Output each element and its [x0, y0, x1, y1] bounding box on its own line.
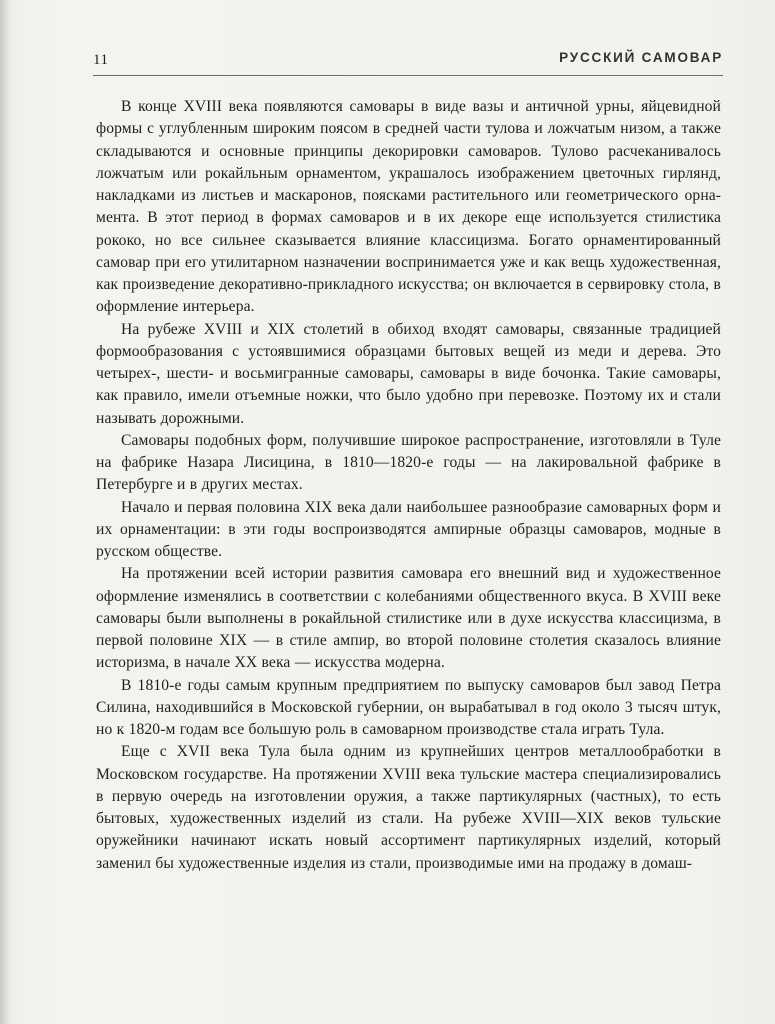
paragraph-7: Еще с XVII века Тула была одним из крупнейших центров металлообработки в Московском государстве. На протяжении XVIII века тульские мастера специализировались в первую очередь на изготовлении оружия, а также партикулярных (частных), то есть бытовых, художественных изделий из стали. На рубеже XVIII—XIX веков тульские оружейники начинают искать новый ассортимент партикулярных изделий, который заменил бы художественные изделия из стали, производимые ими на продажу в домаш- — [96, 743, 721, 872]
page-spine-shadow — [0, 0, 10, 1024]
body-text — [96, 96, 721, 875]
paragraph-3: Самовары подобных форм, получившие широкое распространение, изготовляли в Туле на фабрике Назара Лисицина, в 1810—1820-е годы — на лакировальной фабрике в Петербурге и в других местах. — [96, 431, 721, 494]
running-title: РУССКИЙ САМОВАР — [559, 50, 723, 65]
paragraph-1: В конце XVIII века появляются самовары в виде вазы и античной урны, яйцевидной формы с углубленным широким поясом в средней части тулова и ложчатым низом, а также складываются и основные принципы декорировки самоваров. Тулово расчеканивалось ложчатым или рокайльным орнаментом, украшалось изображением цветочных гирлянд, накладками из листьев и маскаронов, поясками растительного или геометрического орнамента. В этот период в формах самоваров и в их декоре еще используется стилистика рококо, но все сильнее сказывается влияние классицизма. Богато орнаментированный самовар при его утилитарном назначении воспринимается уже и как вещь художественная, как произведение декоративно-прикладного искусства; он включается в сервировку стола, в оформление интерьера. — [96, 98, 721, 316]
page-number: 11 — [93, 52, 109, 68]
paragraph-2: На рубеже XVIII и XIX столетий в обиход входят самовары, связанные традицией формообразования с устоявшимися образцами бытовых вещей из меди и дерева. Это четырех-, шести- и восьмигранные самовары, самовары в виде бочонка. Такие самовары, как правило, имели отъемные ножки, что было удобно при перевозке. Поэтому их и стали называть дорожными. — [96, 320, 721, 427]
paragraph-6: В 1810-е годы самым крупным предприятием по выпуску самоваров был завод Петра Силина, находившийся в Московской губернии, он вырабатывал в год около 3 тысяч штук, но к 1820-м годам все большую роль в самоварном производстве стала играть Тула. — [96, 676, 721, 738]
paragraph-4: Начало и первая половина XIX века дали наибольшее разнообразие самоварных форм и их орнаментации: в эти годы воспроизводятся ампирные образцы самоваров, модные в русском обществе. — [96, 498, 721, 560]
paragraph-5: На протяжении всей истории развития самовара его внешний вид и художественное оформление изменялись в соответствии с колебаниями общественного вкуса. В XVIII веке самовары были выполнены в рокайльной стилистике или в духе искусства классицизма, в первой половине XIX — в стиле ампир, во второй половине столетия сказалось влияние историзма, в начале XX века — искусства модерна. — [96, 565, 721, 672]
page-header — [93, 50, 723, 70]
header-rule — [93, 75, 723, 76]
